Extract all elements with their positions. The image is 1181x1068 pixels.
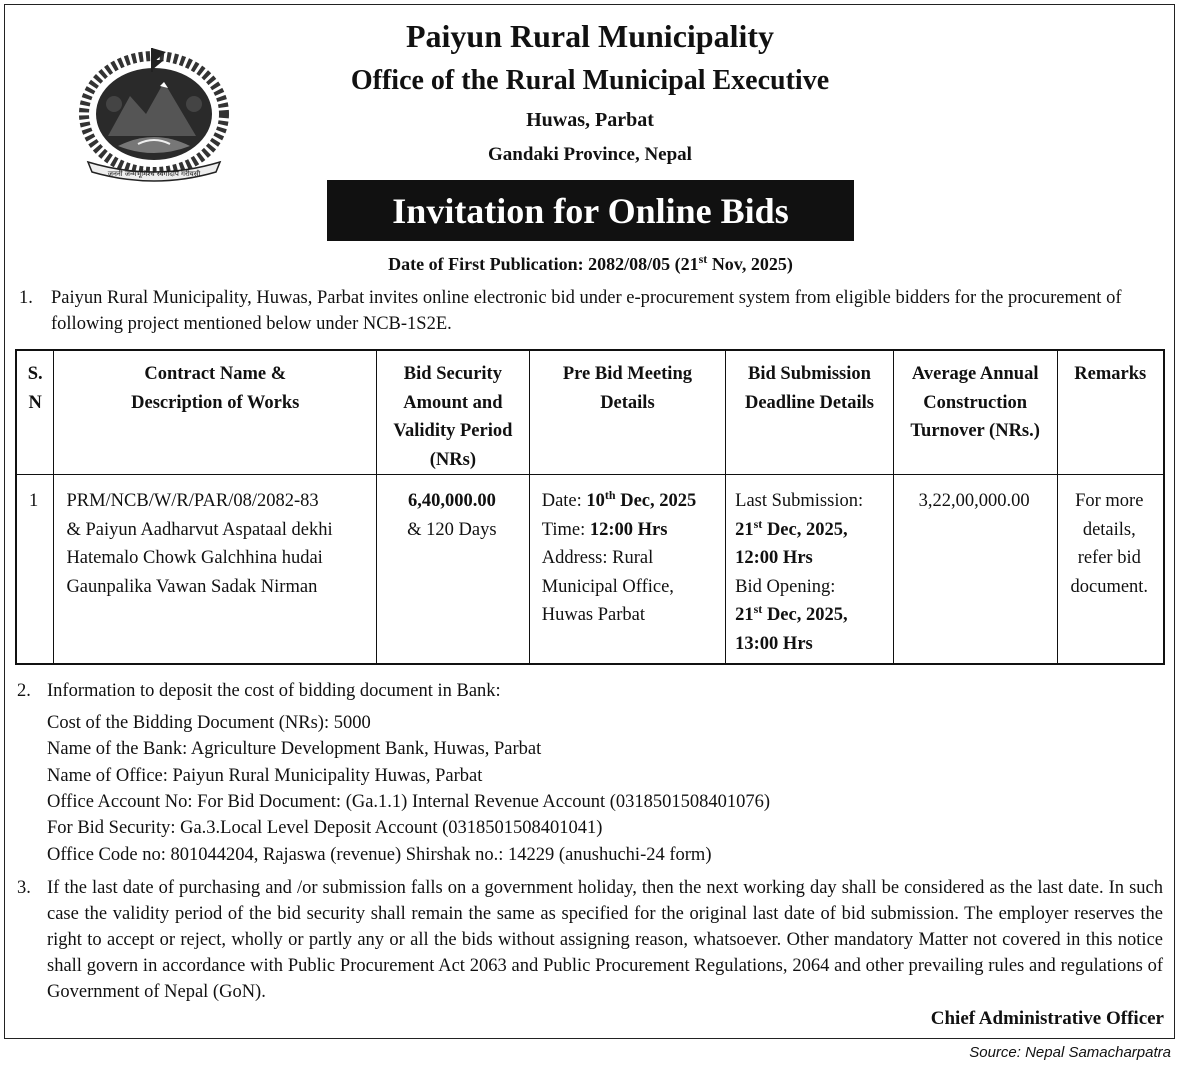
section-3-text: If the last date of purchasing and /or submission falls on a government holiday, then the next working day shall be considered as the last date. In such case the validity period of the bid security shall remain the same as specified for the original last date of bid submission. The employer reserves the right to accept or reject, wholly or partly any or all the bids without assigning reason, whatsoever. Other mandatory Matter not covered in this notice shall govern in accordance with Public Procurement Act 2063 and Public Procurement Regulations, 2064 and other prevailing rules and regulations of Government of Nepal (GoN). [47,878,1163,1002]
header-turnover: Average Annual Construction Turnover (NRs.) [893,350,1057,475]
header-contract: Contract Name & Description of Works [54,350,377,475]
bank-info-line: Cost of the Bidding Document (NRs): 5000 [47,713,371,733]
bank-info-line: Name of Office: Paiyun Rural Municipality Huwas, Parbat [47,766,483,786]
header-sn: S. N [16,350,54,475]
cell-contract: PRM/NCB/W/R/PAR/08/2082-83 & Paiyun Aadharvut Aspataal dekhi Hatemalo Chowk Galchhina hudai Gaunpalika Vawan Sadak Nirman [54,475,377,665]
cell-pre-bid-meeting: Date: 10th Dec, 2025 Time: 12:00 Hrs Address: Rural Municipal Office, Huwas Parbat [529,475,725,665]
table-header-row [16,350,1164,475]
section-2-heading: Information to deposit the cost of bidding document in Bank: [47,681,501,701]
bank-info-line: Office Account No: For Bid Document: (Ga.1.1) Internal Revenue Account (0318501508401076) [47,792,771,812]
municipality-name: Paiyun Rural Municipality [405,18,775,54]
header-bid-submission: Bid Submission Deadline Details [726,350,894,475]
cell-bid-submission: Last Submission: 21st Dec, 2025, 12:00 Hrs Bid Opening: 21st Dec, 2025, 13:00 Hrs [726,475,894,665]
emblem-motto: जननी जन्मभूमिश्च स्वर्गादपि गरीयसी [107,170,201,178]
table-row [16,475,1164,665]
bank-info-line: Name of the Bank: Agriculture Development Bank, Huwas, Parbat [47,739,542,759]
header-bid-security: Bid Security Amount and Validity Period (NRs) [377,350,530,475]
section-3-number: 3. [17,878,31,898]
source-credit: Source: Nepal Samacharpatra [969,1044,1171,1061]
section-2-number: 2. [17,681,31,701]
notice-title: Invitation for Online Bids [327,180,854,241]
header-pre-bid-meeting: Pre Bid Meeting Details [529,350,725,475]
publication-date: Date of First Publication: 2082/08/05 (21st Nov, 2025) [388,252,793,274]
office-name: Office of the Rural Municipal Executive [350,65,830,96]
cell-turnover: 3,22,00,000.00 [893,475,1057,665]
cell-sn: 1 [16,475,54,665]
cell-bid-security: 6,40,000.00 & 120 Days [377,475,530,665]
office-location: Huwas, Parbat [526,109,654,131]
office-province: Gandaki Province, Nepal [488,144,692,165]
bank-info-line: For Bid Security: Ga.3.Local Level Deposit Account (0318501508401041) [47,818,603,838]
cell-remarks: For more details, refer bid document. [1057,475,1164,665]
header-remarks: Remarks [1057,350,1164,475]
bids-table [15,349,1165,665]
section-1-text: Paiyun Rural Municipality, Huwas, Parbat invites online electronic bid under e-procurement system from eligible bidders for the procurement of following project mentioned below under NCB-1S2E. [51,288,1122,334]
nepal-emblem-icon [68,44,240,184]
signoff: Chief Administrative Officer [930,1008,1164,1029]
section-1-number: 1. [19,288,33,308]
bank-info-line: Office Code no: 801044204, Rajaswa (revenue) Shirshak no.: 14229 (anushuchi-24 form) [47,845,712,865]
